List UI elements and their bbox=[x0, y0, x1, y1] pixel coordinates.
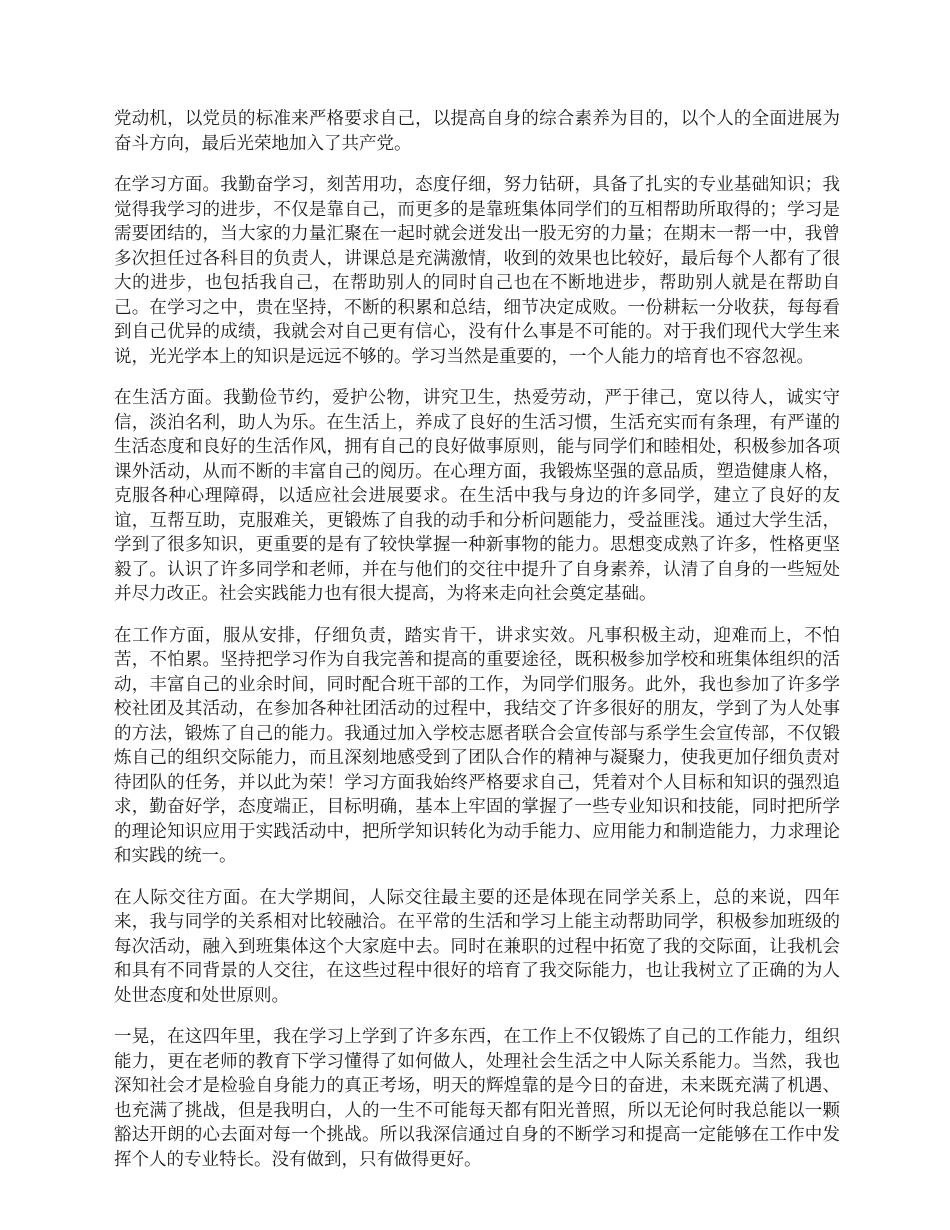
paragraph-party-membership: 党动机，以党员的标准来严格要求自己，以提高自身的综合素养为目的，以个人的全面进展为奋斗方向，最后光荣地加入了共产党。 bbox=[114, 109, 840, 154]
paragraph-life: 在生活方面。我勤俭节约，爱护公物，讲究卫生，热爱劳动，严于律己，宽以待人，诚实守信，淡泊名利，助人为乐。在生活上，养成了良好的生活习惯，生活充实而有条理，有严谨的生活态度和良好的生活作风，拥有自己的良好做事原则，能与同学们和睦相处，积极参加各项课外活动，从而不断的丰富自己的阅历。在心理方面，我锻炼坚强的意品质，塑造健康人格，克服各种心理障碍，以适应社会进展要求。在生活中我与身边的许多同学，建立了良好的友谊，互帮互助，克服难关，更锻炼了自我的动手和分析问题能力，受益匪浅。通过大学生活，学到了很多知识，更重要的是有了较快掌握一种新事物的能力。思想变成熟了许多，性格更坚毅了。认识了许多同学和老师，并在与他们的交往中提升了自身素养，认清了自身的一些短处并尽力改正。社会实践能力也有很大提高，为将来走向社会奠定基础。 bbox=[114, 388, 840, 604]
paragraph-study: 在学习方面。我勤奋学习，刻苦用功，态度仔细，努力钻研，具备了扎实的专业基础知识；我觉得我学习的进步，不仅是靠自己，而更多的是靠班集体同学们的互相帮助所取得的；学习是需要团结的，当大家的力量汇聚在一起时就会迸发出一股无穷的力量；在期末一帮一中，我曾多次担任过各科目的负责人，讲课总是充满激情，收到的效果也比较好，最后每个人都有了很大的进步，也包括我自己，在帮助别人的同时自己也在不断地进步，帮助别人就是在帮助自己。在学习之中，贵在坚持，不断的积累和总结，细节决定成败。一份耕耘一分收获，每每看到自己优异的成绩，我就会对自己更有信心，没有什么事是不可能的。对于我们现代大学生来说，光光学本上的知识是远远不够的。学习当然是重要的，一个人能力的培育也不容忽视。 bbox=[114, 175, 840, 367]
paragraph-conclusion: 一晃，在这四年里，我在学习上学到了许多东西，在工作上不仅锻炼了自己的工作能力，组织能力，更在老师的教育下学习懂得了如何做人，处理社会生活之中人际关系能力。当然，我也深知社会才是检验自身能力的真正考场，明天的辉煌靠的是今日的奋进，未来既充满了机遇、也充满了挑战，但是我明白，人的一生不可能每天都有阳光普照，所以无论何时我总能以一颗豁达开朗的心去面对每一个挑战。所以我深信通过自身的不断学习和提高一定能够在工作中发挥个人的专业特长。没有做到，只有做得更好。 bbox=[114, 1027, 840, 1170]
paragraph-work: 在工作方面，服从安排，仔细负责，踏实肯干，讲求实效。凡事积极主动，迎难而上，不怕苦，不怕累。坚持把学习作为自我完善和提高的重要途径，既积极参加学校和班集体组织的活动，丰富自己的业余时间，同时配合班干部的工作，为同学们服务。此外，我也参加了许多学校社团及其活动，在参加各种社团活动的过程中，我结交了许多很好的朋友，学到了为人处事的方法，锻炼了自己的能力。我通过加入学校志愿者联合会宣传部与系学生会宣传部，不仅锻炼自己的组织交际能力，而且深刻地感受到了团队合作的精神与凝聚力，使我更加仔细负责对待团队的任务，并以此为荣！学习方面我始终严格要求自己，凭着对个人目标和知识的强烈追求，勤奋好学，态度端正，目标明确，基本上牢固的掌握了一些专业知识和技能，同时把所学的理论知识应用于实践活动中，把所学知识转化为动手能力、应用能力和制造能力，力求理论和实践的统一。 bbox=[114, 625, 840, 866]
document-body bbox=[114, 107, 840, 1189]
paragraph-interpersonal: 在人际交往方面。在大学期间，人际交往最主要的还是体现在同学关系上，总的来说，四年来，我与同学的关系相对比较融洽。在平常的生活和学习上能主动帮助同学，积极参加班级的每次活动，融入到班集体这个大家庭中去。同时在兼职的过程中拓宽了我的交际面，让我机会和具有不同背景的人交往，在这些过程中很好的培育了我交际能力，也让我树立了正确的为人处世态度和处世原则。 bbox=[114, 887, 840, 1006]
